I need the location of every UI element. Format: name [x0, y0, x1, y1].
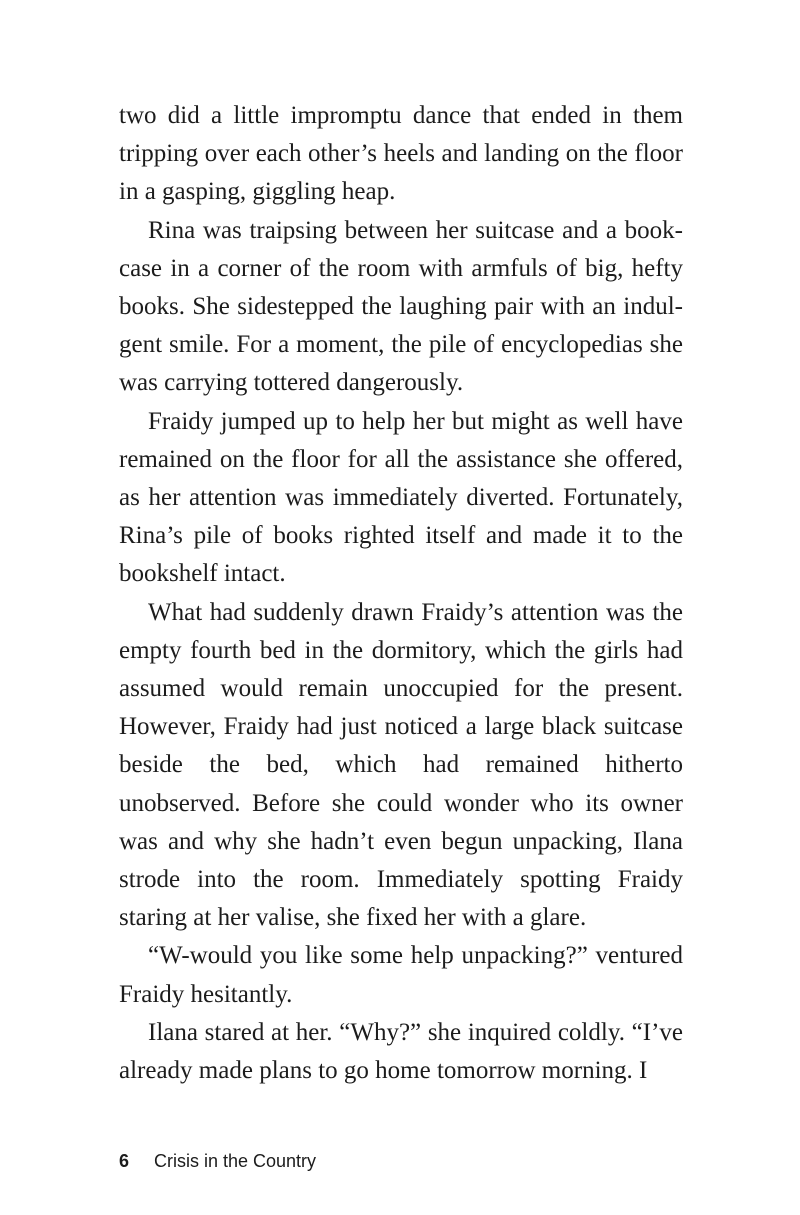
book-title: Crisis in the Country	[154, 1151, 317, 1171]
body-text	[119, 97, 683, 1090]
paragraph: Ilana stared at her. “Why?” she inquired coldly. “I’ve already made plans to go home tomorrow morning. I	[119, 1018, 683, 1085]
page-number: 6	[119, 1151, 130, 1171]
running-footer	[119, 1149, 316, 1173]
paragraph: Fraidy jumped up to help her but might as well have remained on the floor for all the assistance she offered, as her attention was immediately diverted. Fortunately, Rina’s pile of books righted itself and made it to the bookshelf intact.	[119, 407, 683, 588]
paragraph: “W-would you like some help unpacking?” ventured Fraidy hesitantly.	[119, 942, 683, 1008]
paragraph: Rina was traipsing between her suitcase and a bookcase in a corner of the room with armfuls of big, hefty books. She sidestepped the laughing pair with an indulgent smile. For a moment, the pile of encyclopedias she was carrying tottered dangerously.	[119, 216, 683, 397]
paragraph-continued: two did a little impromptu dance that ended in them tripping over each other’s heels and landing on the floor in a gasping, giggling heap.	[119, 102, 683, 206]
paragraph: What had suddenly drawn Fraidy’s attention was the empty fourth bed in the dormitory, which the girls had assumed would remain unoccupied for the present. However, Fraidy had just noticed a large black suitcase beside the bed, which had remained hitherto unobserved. Before she could wonder who its owner was and why she hadn’t even begun unpacking, Ilana strode into the room. Immediately spotting Fraidy staring at her valise, she fixed her with a glare.	[119, 598, 683, 932]
